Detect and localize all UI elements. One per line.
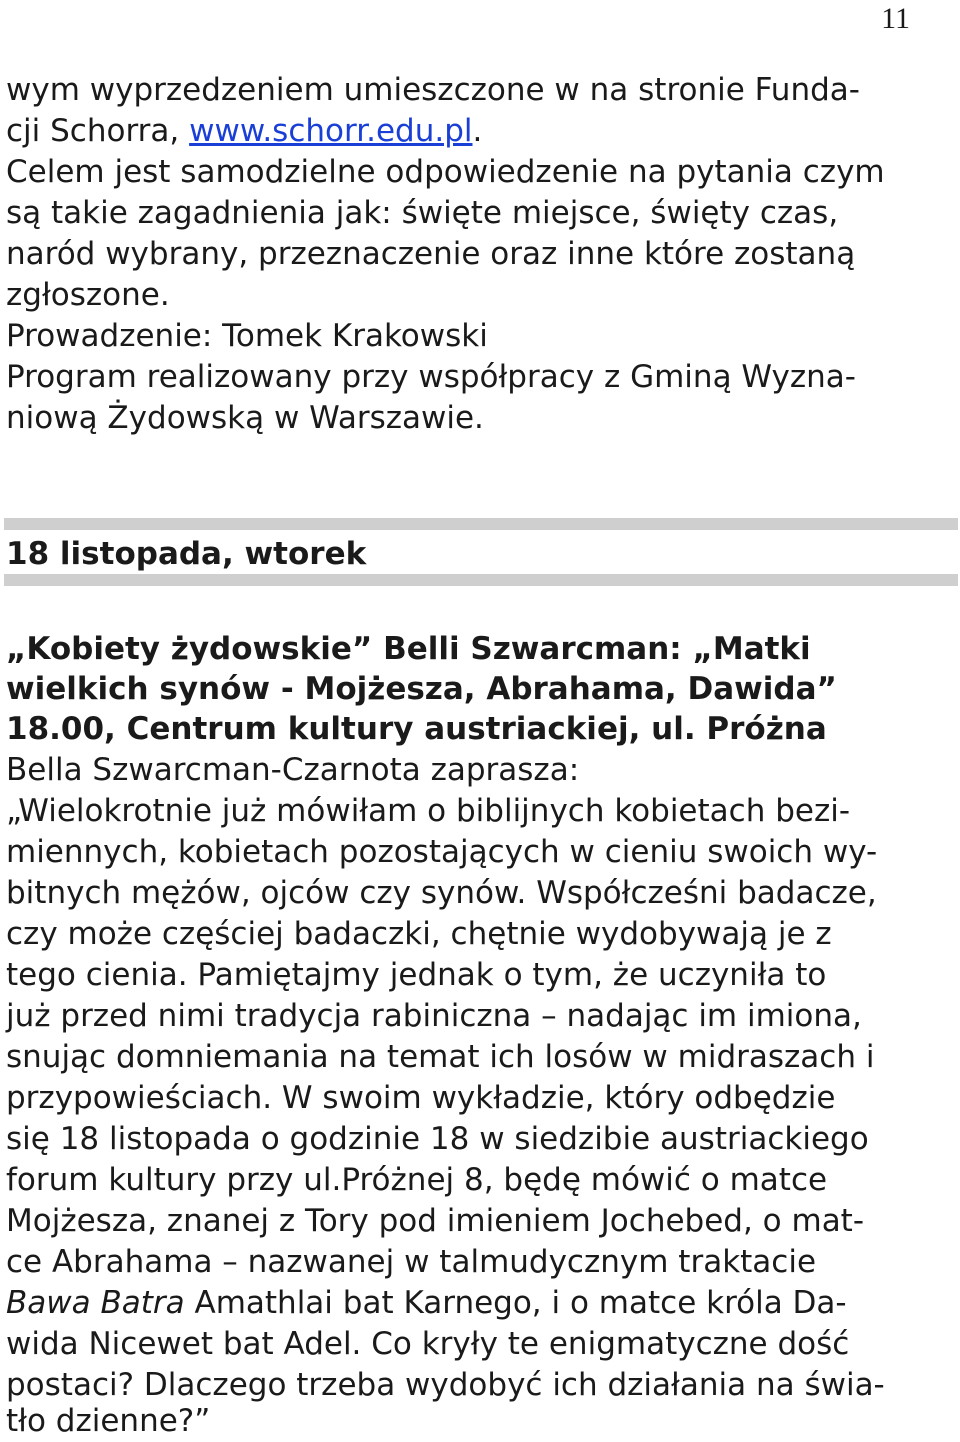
event-body-line: Bella Szwarcman-Czarnota zaprasza: — [6, 752, 580, 788]
event-body-line: czy może częściej badaczki, chętnie wydobywają je z — [6, 916, 832, 952]
text-fragment: cji Schorra, — [6, 113, 190, 149]
event-body-line: tego cienia. Pamiętajmy jednak o tym, że uczyniła to — [6, 957, 827, 993]
text-line: niową Żydowską w Warszawie. — [6, 400, 484, 436]
event-body-line: Mojżesza, znanej z Tory pod imieniem Jochebed, o mat- — [6, 1203, 865, 1239]
event-title-line: wielkich synów - Mojżesza, Abrahama, Dawida” — [6, 671, 837, 707]
text-fragment: . — [472, 113, 483, 149]
text-line: Prowadzenie: Tomek Krakowski — [6, 318, 488, 354]
event-body-line: „Wielokrotnie już mówiłam o biblijnych kobietach bezi- — [6, 793, 851, 829]
event-time-location: 18.00, Centrum kultury austriackiej, ul. Próżna — [6, 711, 827, 747]
event-body-line: snując domniemania na temat ich losów w midraszach i — [6, 1039, 875, 1075]
section-divider-top — [4, 518, 958, 530]
event-body-line: forum kultury przy ul.Próżnej 8, będę mówić o matce — [6, 1162, 828, 1198]
text-line: Program realizowany przy współpracy z Gminą Wyzna- — [6, 359, 856, 395]
text-line: naród wybrany, przeznaczenie oraz inne które zostaną — [6, 236, 856, 272]
event-body-line — [6, 1283, 956, 1324]
tractate-name: Bawa Batra — [6, 1285, 185, 1321]
event-body-line: się 18 listopada o godzinie 18 w siedzibie austriackiego — [6, 1121, 869, 1157]
text-line: zgłoszone. — [6, 277, 170, 313]
text-fragment: Amathlai bat Karnego, i o matce króla Da- — [184, 1285, 847, 1321]
text-line: są takie zagadnienia jak: święte miejsce, święty czas, — [6, 195, 839, 231]
event-body-line: ce Abrahama – nazwanej w talmudycznym traktacie — [6, 1244, 817, 1280]
event-body-line: przypowieściach. W swoim wykładzie, który odbędzie — [6, 1080, 836, 1116]
section-divider-bottom — [4, 574, 958, 586]
schorr-website-link[interactable]: www.schorr.edu.pl — [189, 113, 473, 149]
event-body-line: miennych, kobietach pozostających w cieniu swoich wy- — [6, 834, 878, 870]
event-body-line: postaci? Dlaczego trzeba wydobyć ich działania na świa- — [6, 1367, 885, 1403]
text-line — [6, 111, 956, 152]
event-body-line: bitnych mężów, ojców czy synów. Współcześni badacze, — [6, 875, 877, 911]
section-date-heading: 18 listopada, wtorek — [6, 536, 367, 572]
text-line: Celem jest samodzielne odpowiedzenie na pytania czym — [6, 154, 885, 190]
page-number: 11 — [881, 2, 910, 35]
event-title-line: „Kobiety żydowskie” Belli Szwarcman: „Matki — [6, 631, 811, 667]
event-body-line: już przed nimi tradycja rabiniczna – nadając im imiona, — [6, 998, 862, 1034]
event-body-line: wida Nicewet bat Adel. Co kryły te enigmatyczne dość — [6, 1326, 850, 1362]
text-line: wym wyprzedzeniem umieszczone w na stronie Funda- — [6, 72, 860, 108]
event-body-line: tło dzienne?” — [6, 1403, 211, 1439]
